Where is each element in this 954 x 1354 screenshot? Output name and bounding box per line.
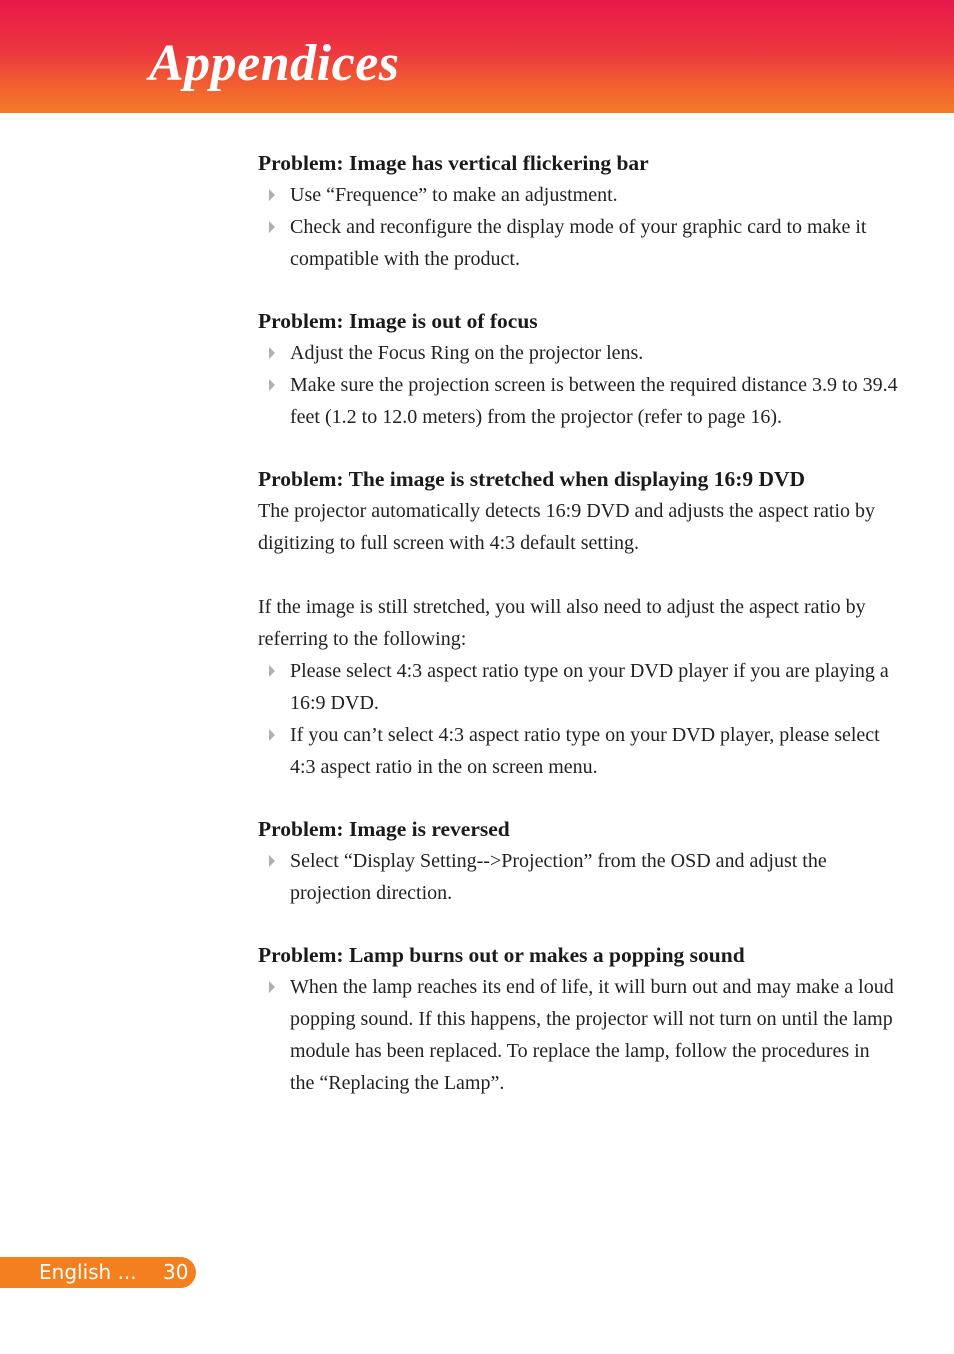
triangle-bullet-icon [269,855,275,867]
section-heading: Problem: Image has vertical flickering bar [258,151,649,175]
page-content [258,147,898,1129]
list-item [258,719,898,783]
list-item-text: Use “Frequence” to make an adjustment. [290,184,618,206]
triangle-bullet-icon [269,189,275,201]
bullet-list [258,655,898,783]
section-out-of-focus [258,305,898,433]
paragraph: If the image is still stretched, you will also need to adjust the aspect ratio by referring to the following: [258,596,866,650]
paragraph: The projector automatically detects 16:9 DVD and adjusts the aspect ratio by digitizing to full screen with 4:3 default setting. [258,500,876,554]
list-item-text: Check and reconfigure the display mode of your graphic card to make it compatible with the product. [290,216,867,270]
page-title: Appendices [149,35,400,92]
footer-language: English ... [39,1260,137,1284]
section-heading: Problem: The image is stretched when displaying 16:9 DVD [258,467,806,491]
list-item [258,655,898,719]
bullet-list [258,337,898,433]
triangle-bullet-icon [269,729,275,741]
list-item-text: Select “Display Setting-->Projection” from the OSD and adjust the projection direction. [290,850,827,904]
section-heading: Problem: Image is reversed [258,817,510,841]
list-item [258,179,898,211]
bullet-list [258,845,898,909]
section-heading: Problem: Image is out of focus [258,309,538,333]
list-item [258,845,898,909]
section-vertical-flickering [258,147,898,275]
list-item [258,337,898,369]
bullet-list [258,971,898,1099]
list-item-text: Please select 4:3 aspect ratio type on your DVD player if you are playing a 16:9 DVD. [290,660,889,714]
list-item [258,971,898,1099]
section-heading: Problem: Lamp burns out or makes a popping sound [258,943,745,967]
page-number: 30 [163,1260,189,1284]
triangle-bullet-icon [269,981,275,993]
list-item-text: Adjust the Focus Ring on the projector lens. [290,342,644,364]
triangle-bullet-icon [269,347,275,359]
list-item-text: Make sure the projection screen is between the required distance 3.9 to 39.4 feet (1.2 to 12.0 meters) from the projector (refer to page 16). [290,374,898,428]
page-footer-badge [0,1257,196,1288]
bullet-list [258,179,898,275]
list-item [258,211,898,275]
list-item [258,369,898,433]
section-lamp-burns-out [258,939,898,1099]
triangle-bullet-icon [269,665,275,677]
section-stretched-dvd [258,463,898,783]
triangle-bullet-icon [269,221,275,233]
triangle-bullet-icon [269,379,275,391]
page-header [0,0,954,113]
list-item-text: If you can’t select 4:3 aspect ratio type on your DVD player, please select 4:3 aspect ratio in the on screen menu. [290,724,880,778]
list-item-text: When the lamp reaches its end of life, it will burn out and may make a loud popping sound. If this happens, the projector will not turn on until the lamp module has been replaced. To replace the lamp, follow the procedures in the “Replacing the Lamp”. [290,976,894,1094]
section-image-reversed [258,813,898,909]
